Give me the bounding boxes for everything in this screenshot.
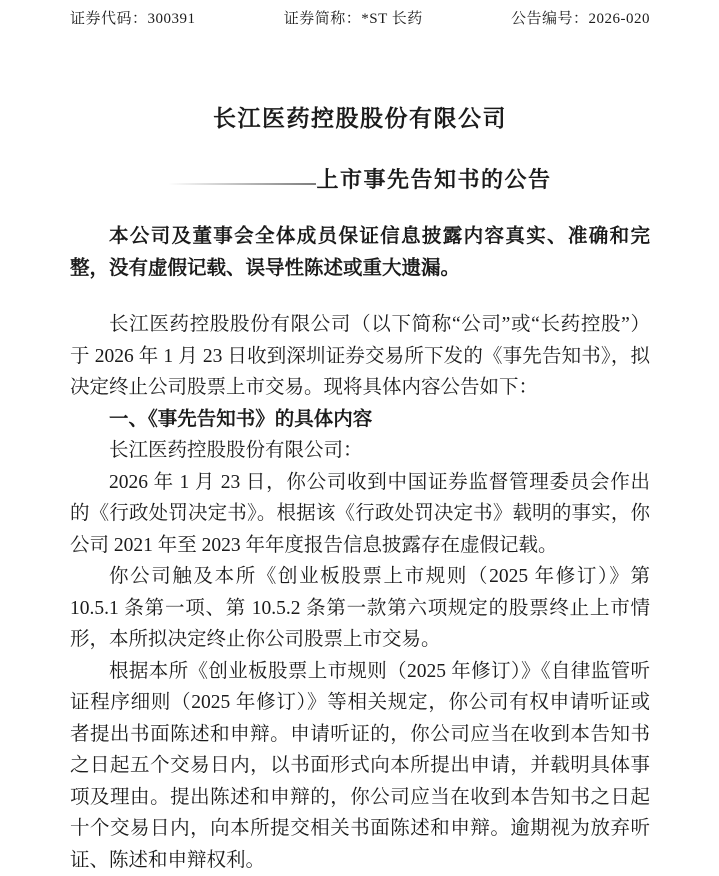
disclaimer-paragraph: 本公司及董事会全体成员保证信息披露内容真实、准确和完整，没有虚假记载、误导性陈述或重大遗漏。 xyxy=(70,221,650,284)
paragraph-penalty-decision: 2026 年 1 月 23 日，你公司收到中国证券监督管理委员会作出的《行政处罚决定书》。根据该《行政处罚决定书》载明的事实，你公司 2021 年至 2023 年年度报告信息披露存在虚假记载。 xyxy=(70,467,650,562)
announcement-body xyxy=(70,309,650,876)
intro-paragraph: 长江医药控股股份有限公司（以下简称“公司”或“长药控股”）于 2026 年 1 月 23 日收到深圳证券交易所下发的《事先告知书》，拟决定终止公司股票上市交易。现将具体内容公告如下： xyxy=(70,309,650,404)
announcement-subtitle: 上市事先告知书的公告 xyxy=(316,167,551,192)
paragraph-delisting-rules: 你公司触及本所《创业板股票上市规则（2025 年修订）》第 10.5.1 条第一项、第 10.5.2 条第一款第六项规定的股票终止上市情形，本所拟决定终止你公司股票上市交易。 xyxy=(70,561,650,656)
section-heading-notice-content: 一、《事先告知书》的具体内容 xyxy=(70,404,650,436)
erased-text-artifact-line xyxy=(168,183,316,185)
announcement-number-label: 公告编号：2026-020 xyxy=(511,7,650,28)
salutation-line: 长江医药控股股份有限公司： xyxy=(70,435,650,467)
stock-code-label: 证券代码：300391 xyxy=(70,7,196,28)
stock-abbr-label: 证券简称：*ST 长药 xyxy=(284,7,423,28)
document-header xyxy=(70,7,650,28)
announcement-subtitle-row xyxy=(70,163,650,194)
company-title: 长江医药控股股份有限公司 xyxy=(70,100,650,133)
paragraph-hearing-rights: 根据本所《创业板股票上市规则（2025 年修订）》《自律监管听证程序细则（2025 年修订）》等相关规定，你公司有权申请听证或者提出书面陈述和申辩。申请听证的，你公司应当在收到本告知书之日起五个交易日内，以书面形式向本所提出申请，并载明具体事项及理由。提出陈述和申辩的，你公司应当在收到本告知书之日起十个交易日内，向本所提交相关书面陈述和申辩。逾期视为放弃听证、陈述和申辩权利。 xyxy=(70,656,650,876)
